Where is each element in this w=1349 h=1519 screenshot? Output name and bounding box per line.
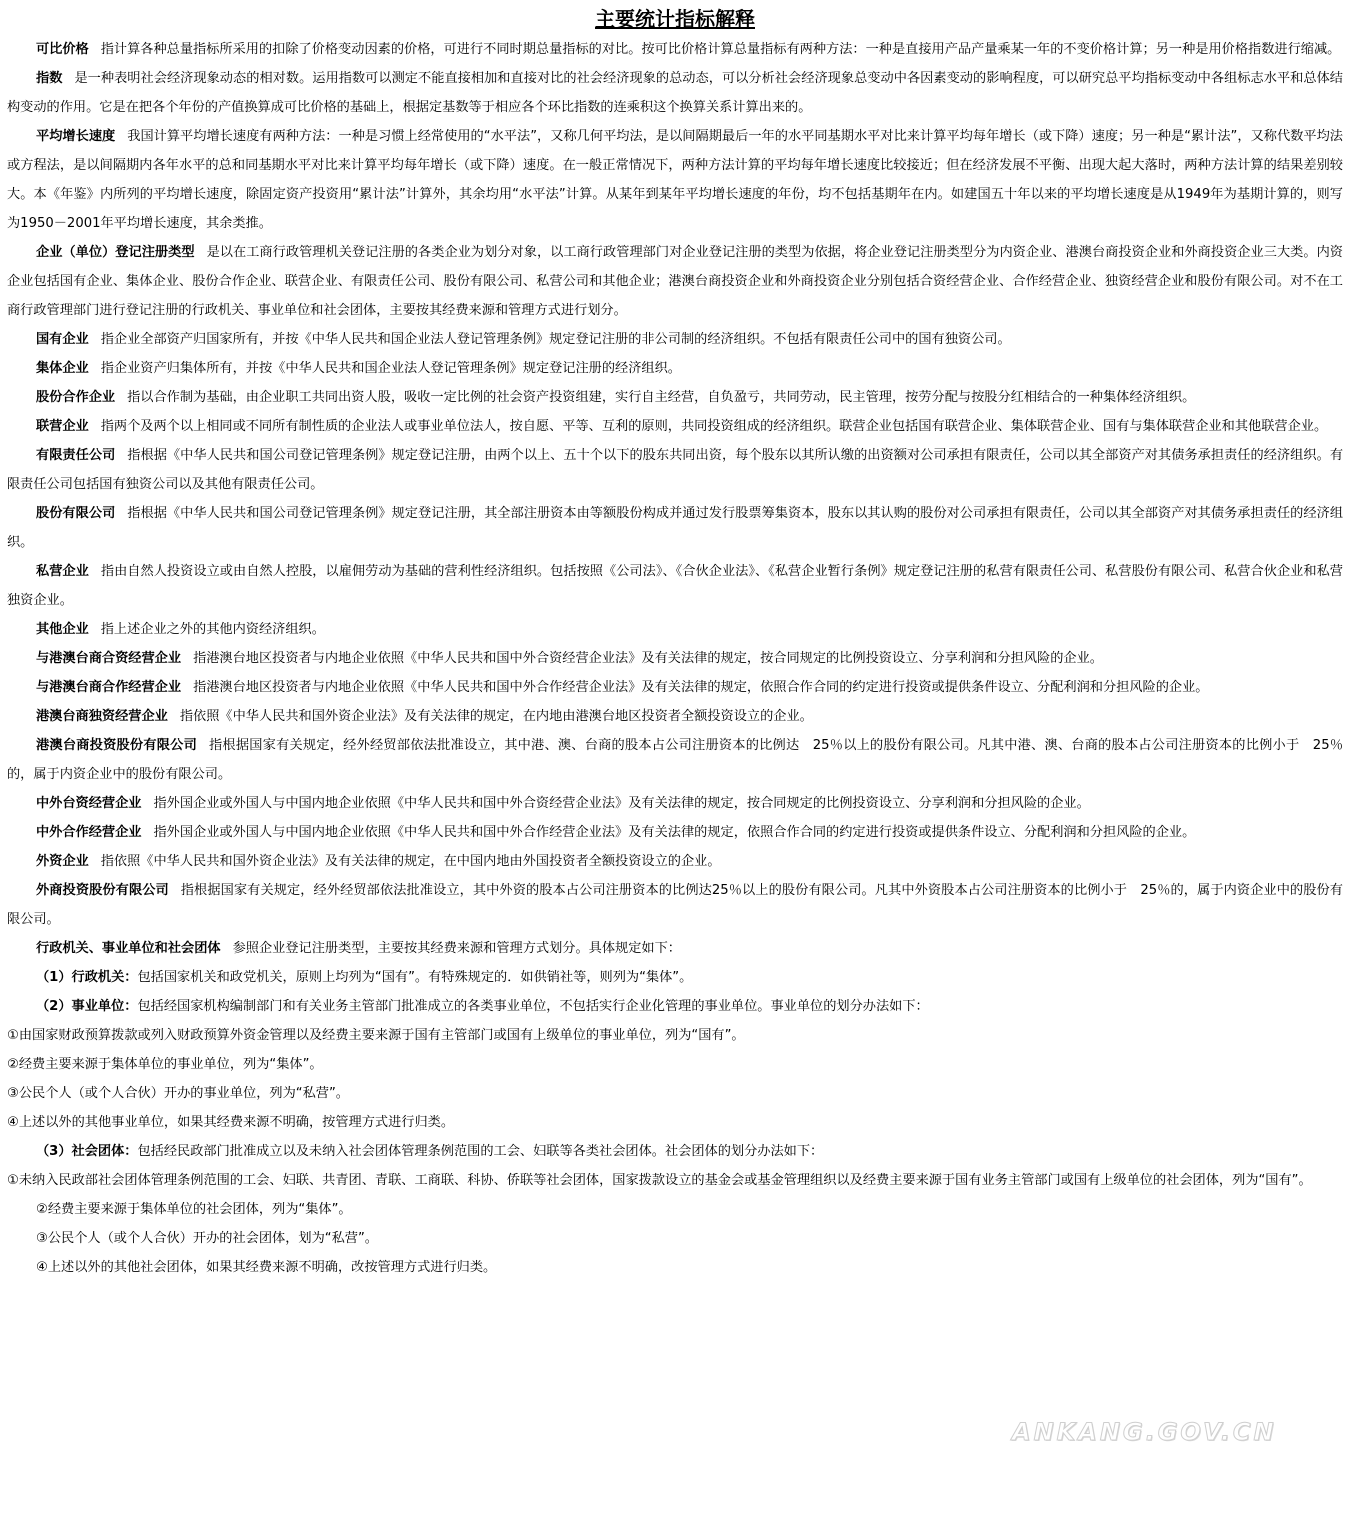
definition-text: 指依照《中华人民共和国外资企业法》及有关法律的规定，在中国内地由外国投资者全额投资设立的企业。 — [100, 854, 721, 869]
definition-term: 指数 — [36, 71, 63, 86]
definition-term: 其他企业 — [36, 622, 89, 637]
definition-term: 股份有限公司 — [36, 506, 116, 521]
definition-entry — [7, 818, 1343, 847]
definition-term: 外资企业 — [36, 854, 89, 869]
definition-entry — [7, 702, 1343, 731]
definition-term: 国有企业 — [36, 332, 89, 347]
definition-entry — [7, 441, 1343, 499]
definition-text: 指上述企业之外的其他内资经济组织。 — [100, 622, 325, 637]
definition-text: 指根据国家有关规定，经外经贸部依法批准设立，其中外资的股本占公司注册资本的比例达25％以上的股份有限公司。凡其中外资股本占公司注册资本的比例小于 25％的，属于内资企业中的股份有限公司。 — [7, 883, 1343, 927]
definition-text: 我国计算平均增长速度有两种方法：一种是习惯上经常使用的“水平法”，又称几何平均法，是以间隔期最后一年的水平同基期水平对比来计算平均每年增长（或下降）速度；另一种是“累计法”，又称代数平均法或方程法，是以间隔期内各年水平的总和同基期水平对比来计算平均每年增长（或下降）速度。在一般正常情况下，两种方法计算的平均每年增长速度比较接近；但在经济发展不平衡、出现大起大落时，两种方法计算的结果差别较大。本《年鉴》内所列的平均增长速度，除固定资产投资用“累计法”计算外，其余均用“水平法”计算。从某年到某年平均增长速度的年份，均不包括基期年在内。如建国五十年以来的平均增长速度是从1949年为基期计算的，则写为1950－2001年平均增长速度，其余类推。 — [7, 129, 1343, 231]
definition-term: 中外合作经营企业 — [36, 825, 142, 840]
rule-item: ①由国家财政预算拨款或列入财政预算外资金管理以及经费主要来源于国有主管部门或国有上级单位的事业单位，列为“国有”。 — [7, 1028, 745, 1043]
definition-entry — [7, 847, 1343, 876]
sub-item-shiye — [7, 992, 1343, 1021]
definition-text: 指依照《中华人民共和国外资企业法》及有关法律的规定，在内地由港澳台地区投资者全额投资设立的企业。 — [179, 709, 813, 724]
rule-item: ④上述以外的其他社会团体，如果其经费来源不明确，改按管理方式进行归类。 — [36, 1260, 497, 1275]
rule-item: ①未纳入民政部社会团体管理条例范围的工会、妇联、共青团、青联、工商联、科协、侨联等社会团体，国家拨款设立的基金会或基金管理组织以及经费主要来源于国有业务主管部门或国有上级单位的社会团体，列为“国有”。 — [7, 1173, 1312, 1188]
rule-item: ④上述以外的其他事业单位，如果其经费来源不明确，按管理方式进行归类。 — [7, 1115, 455, 1130]
definition-entry — [7, 557, 1343, 615]
sub-item-text: 包括经民政部门批准成立以及未纳入社会团体管理条例范围的工会、妇联等各类社会团体。社会团体的划分办法如下： — [137, 1144, 824, 1159]
definition-entry — [7, 354, 1343, 383]
definition-entry — [7, 876, 1343, 934]
definition-entry — [7, 673, 1343, 702]
sub-item-text: 包括国家机关和政党机关，原则上均列为“国有”。有特殊规定的．如供销社等，则列为“集体”。 — [137, 970, 693, 985]
definition-entry — [7, 35, 1343, 64]
definition-entry — [7, 615, 1343, 644]
definition-entry — [7, 412, 1343, 441]
definition-text: 指外国企业或外国人与中国内地企业依照《中华人民共和国中外合作经营企业法》及有关法律的规定，依照合作合同的约定进行投资或提供条件设立、分配利润和分担风险的企业。 — [153, 825, 1196, 840]
rule-item: ②经费主要来源于集体单位的社会团体，列为“集体”。 — [36, 1202, 352, 1217]
definition-entry — [7, 731, 1343, 789]
definition-text: 指港澳台地区投资者与内地企业依照《中华人民共和国中外合资经营企业法》及有关法律的规定，按合同规定的比例投资设立、分享利润和分担风险的企业。 — [193, 651, 1103, 666]
definition-entry — [7, 383, 1343, 412]
definition-term: 集体企业 — [36, 361, 89, 376]
definition-text: 指企业资产归集体所有，并按《中华人民共和国企业法人登记管理条例》规定登记注册的经济组织。 — [100, 361, 681, 376]
definition-term: 行政机关、事业单位和社会团体 — [36, 941, 221, 956]
sub-item-term: （3）社会团体： — [36, 1144, 138, 1159]
definition-list — [7, 35, 1343, 1282]
definition-entry — [7, 64, 1343, 122]
definition-term: 中外台资经营企业 — [36, 796, 142, 811]
definition-text: 指计算各种总量指标所采用的扣除了价格变动因素的价格，可进行不同时期总量指标的对比。按可比价格计算总量指标有两种方法：一种是直接用产品产量乘某一年的不变价格计算；另一种是用价格指数进行缩减。 — [100, 42, 1341, 57]
definition-text: 是以在工商行政管理机关登记注册的各类企业为划分对象，以工商行政管理部门对企业登记注册的类型为依据，将企业登记注册类型分为内资企业、港澳台商投资企业和外商投资企业三大类。内资企业包括国有企业、集体企业、股份合作企业、联营企业、有限责任公司、股份有限公司、私营公司和其他企业；港澳台商投资企业和外商投资企业分别包括合资经营企业、合作经营企业、独资经营企业和股份有限公司。对不在工商行政管理部门进行登记注册的行政机关、事业单位和社会团体，主要按其经费来源和管理方式进行划分。 — [7, 245, 1343, 318]
page-title: 主要统计指标解释 — [595, 7, 755, 31]
rule-item: ③公民个人（或个人合伙）开办的社会团体，划为“私营”。 — [36, 1231, 378, 1246]
definition-entry — [7, 122, 1343, 238]
definition-term: 联营企业 — [36, 419, 89, 434]
sub-item-term: （2）事业单位： — [36, 999, 138, 1014]
sub-item-xingzheng — [7, 963, 1343, 992]
definition-text: 指外国企业或外国人与中国内地企业依照《中华人民共和国中外合资经营企业法》及有关法律的规定，按合同规定的比例投资设立、分享利润和分担风险的企业。 — [153, 796, 1090, 811]
definition-term: 企业（单位）登记注册类型 — [36, 245, 195, 260]
definition-entry — [7, 934, 1343, 963]
definition-text: 指企业全部资产归国家所有，并按《中华人民共和国企业法人登记管理条例》规定登记注册的非公司制的经济组织。不包括有限责任公司中的国有独资公司。 — [100, 332, 1011, 347]
sub-item-term: （1）行政机关： — [36, 970, 138, 985]
definition-entry — [7, 238, 1343, 325]
definition-term: 外商投资股份有限公司 — [36, 883, 169, 898]
definition-term: 港澳台商投资股份有限公司 — [36, 738, 198, 753]
rule-item: ③公民个人（或个人合伙）开办的事业单位，列为“私营”。 — [7, 1086, 349, 1101]
definition-text: 指根据《中华人民共和国公司登记管理条例》规定登记注册，其全部注册资本由等额股份构成并通过发行股票筹集资本，股东以其认购的股份对公司承担有限责任，公司以其全部资产对其债务承担责任的经济组织。 — [7, 506, 1344, 550]
definition-term: 私营企业 — [36, 564, 89, 579]
definition-entry — [7, 644, 1343, 673]
definition-term: 与港澳台商合作经营企业 — [36, 680, 182, 695]
definition-text: 指根据国家有关规定，经外经贸部依法批准设立，其中港、澳、台商的股本占公司注册资本的比例达 25％以上的股份有限公司。凡其中港、澳、台商的股本占公司注册资本的比例小于 25％的，属于内资企业中的股份有限公司。 — [7, 738, 1344, 782]
definition-text: 指根据《中华人民共和国公司登记管理条例》规定登记注册，由两个以上、五十个以下的股东共同出资，每个股东以其所认缴的出资额对公司承担有限责任，公司以其全部资产对其债务承担责任的经济组织。有限责任公司包括国有独资公司以及其他有限责任公司。 — [7, 448, 1344, 492]
definition-term: 可比价格 — [36, 42, 89, 57]
rule-item: ②经费主要来源于集体单位的事业单位，列为“集体”。 — [7, 1057, 323, 1072]
definition-text: 参照企业登记注册类型，主要按其经费来源和管理方式划分。具体规定如下： — [232, 941, 681, 956]
definition-entry — [7, 499, 1343, 557]
definition-text: 指以合作制为基础，由企业职工共同出资人股，吸收一定比例的社会资产投资组建，实行自主经营，自负盈亏，共同劳动，民主管理，按劳分配与按股分红相结合的一种集体经济组织。 — [127, 390, 1196, 405]
sub-item-shetuan — [7, 1137, 1343, 1166]
definition-entry — [7, 789, 1343, 818]
site-watermark: ANKANG.GOV.CN — [1012, 1418, 1277, 1446]
definition-term: 与港澳台商合资经营企业 — [36, 651, 182, 666]
definition-text: 指港澳台地区投资者与内地企业依照《中华人民共和国中外合作经营企业法》及有关法律的规定，依照合作合同的约定进行投资或提供条件设立、分配利润和分担风险的企业。 — [193, 680, 1209, 695]
definition-term: 平均增长速度 — [36, 129, 116, 144]
definition-term: 有限责任公司 — [36, 448, 116, 463]
sub-item-text: 包括经国家机构编制部门和有关业务主管部门批准成立的各类事业单位，不包括实行企业化管理的事业单位。事业单位的划分办法如下： — [137, 999, 929, 1014]
definition-term: 港澳台商独资经营企业 — [36, 709, 168, 724]
definition-term: 股份合作企业 — [36, 390, 116, 405]
definition-text: 指两个及两个以上相同或不同所有制性质的企业法人或事业单位法人，按自愿、平等、互利的原则，共同投资组成的经济组织。联营企业包括国有联营企业、集体联营企业、国有与集体联营企业和其他联营企业。 — [100, 419, 1328, 434]
definition-text: 是一种表明社会经济现象动态的相对数。运用指数可以测定不能直接相加和直接对比的社会经济现象的总动态，可以分析社会经济现象总变动中各因素变动的影响程度，可以研究总平均指标变动中各组标志水平和总体结构变动的作用。它是在把各个年份的产值换算成可比价格的基础上，根据定基数等于相应各个环比指数的连乘积这个换算关系计算出来的。 — [7, 71, 1343, 115]
definition-entry — [7, 325, 1343, 354]
definition-text: 指由自然人投资设立或由自然人控股，以雇佣劳动为基础的营利性经济组织。包括按照《公司法》、《合伙企业法》、《私营企业暂行条例》规定登记注册的私营有限责任公司、私营股份有限公司、私营合伙企业和私营独资企业。 — [7, 564, 1343, 608]
